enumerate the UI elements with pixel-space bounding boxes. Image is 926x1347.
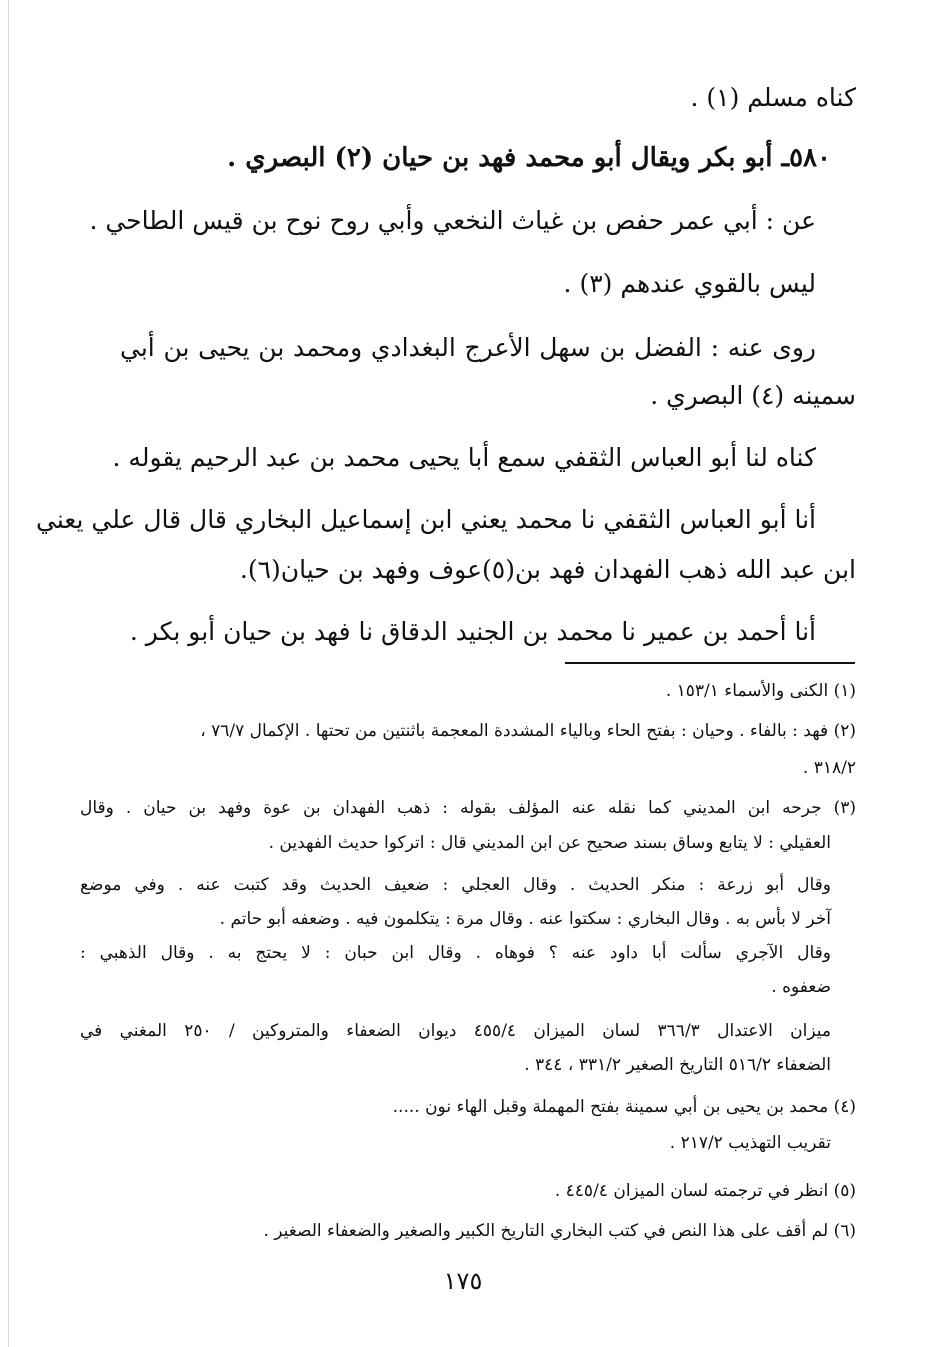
main-text-line: أنا أحمد بن عمير نا محمد بن الجنيد الدقاق نا فهد بن حيان أبو بكر . bbox=[129, 617, 816, 646]
entry-heading: ٥٨٠ـ أبو بكر ويقال أبو محمد فهد بن حيان (٢) البصري . bbox=[227, 143, 831, 173]
footnote-line: (٥) انظر في ترجمته لسان الميزان ٤٤٥/٤ . bbox=[554, 1181, 856, 1201]
footnote-line: (٤) محمد بن يحيى بن أبي سمينة بفتح المهملة وقبل الهاء نون ..... bbox=[392, 1097, 856, 1117]
footnote-line: وقال الآجري سألت أبا داود عنه ؟ فوهاه . وقال ابن حبان : لا يحتج به . وقال الذهبي : bbox=[80, 943, 831, 963]
main-text-line: أنا أبو العباس الثقفي نا محمد يعني ابن إسماعيل البخاري قال قال علي يعني bbox=[36, 505, 816, 534]
footnote-line: (٦) لم أقف على هذا النص في كتب البخاري التاريخ الكبير والصغير والضعفاء الصغير . bbox=[263, 1221, 856, 1241]
main-text-line: ابن عبد الله ذهب الفهدان فهد بن(٥)عوف وفهد بن حيان(٦). bbox=[239, 555, 856, 584]
main-text-line: ليس بالقوي عندهم (٣) . bbox=[563, 269, 816, 298]
main-text-line: سمينه (٤) البصري . bbox=[650, 381, 856, 410]
footnote-line: العقيلي : لا يتابع وساق بسند صحيح عن ابن المديني قال : اتركوا حديث الفهدين . bbox=[268, 833, 831, 853]
footnote-line: ٣١٨/٢ . bbox=[802, 758, 856, 778]
footnote-line: (٢) فهد : بالفاء . وحيان : بفتح الحاء وبالياء المشددة المعجمة باثنتين من تحتها . الإكمال ٧٦/٧ ، bbox=[200, 721, 856, 741]
footnote-line: الضعفاء ٥١٦/٢ التاريخ الصغير ٣٣١/٢ ، ٣٤٤ . bbox=[524, 1055, 831, 1075]
footnote-line: وقال أبو زرعة : منكر الحديث . وقال العجلي : ضعيف الحديث وقد كتبت عنه . وفي موضع bbox=[80, 875, 831, 895]
main-text-line: عن : أبي عمر حفص بن غياث النخعي وأبي روح نوح بن قيس الطاحي . bbox=[89, 206, 816, 235]
footnote-line: ضعفوه . bbox=[771, 977, 831, 997]
footnote-separator bbox=[565, 662, 855, 664]
footnote-line: ميزان الاعتدال ٣٦٦/٣ لسان الميزان ٤٥٥/٤ ديوان الضعفاء والمتروكين / ٢٥٠ المغني في bbox=[80, 1021, 832, 1041]
page-number: ١٧٥ bbox=[443, 1267, 483, 1295]
main-text-line: روى عنه : الفضل بن سهل الأعرج البغدادي ومحمد بن يحيى بن أبي bbox=[120, 333, 816, 362]
main-text-line: كناه لنا أبو العباس الثقفي سمع أبا يحيى محمد بن عبد الرحيم يقوله . bbox=[112, 443, 816, 472]
footnote-line: آخر لا بأس به . وقال البخاري : سكتوا عنه . وقال مرة : يتكلمون فيه . وضعفه أبو حاتم . bbox=[219, 909, 831, 929]
footnote-line: (٣) جرحه ابن المديني كما نقله عنه المؤلف بقوله : ذهب الفهدان بن عوة وفهد بن حيان . وقال bbox=[80, 798, 856, 818]
scan-edge-line bbox=[8, 0, 9, 1347]
footnote-line: (١) الكنى والأسماء ١٥٣/١ . bbox=[665, 681, 856, 701]
footnote-line: تقريب التهذيب ٢١٧/٢ . bbox=[669, 1133, 831, 1153]
main-text-line: كناه مسلم (١) . bbox=[690, 83, 856, 112]
